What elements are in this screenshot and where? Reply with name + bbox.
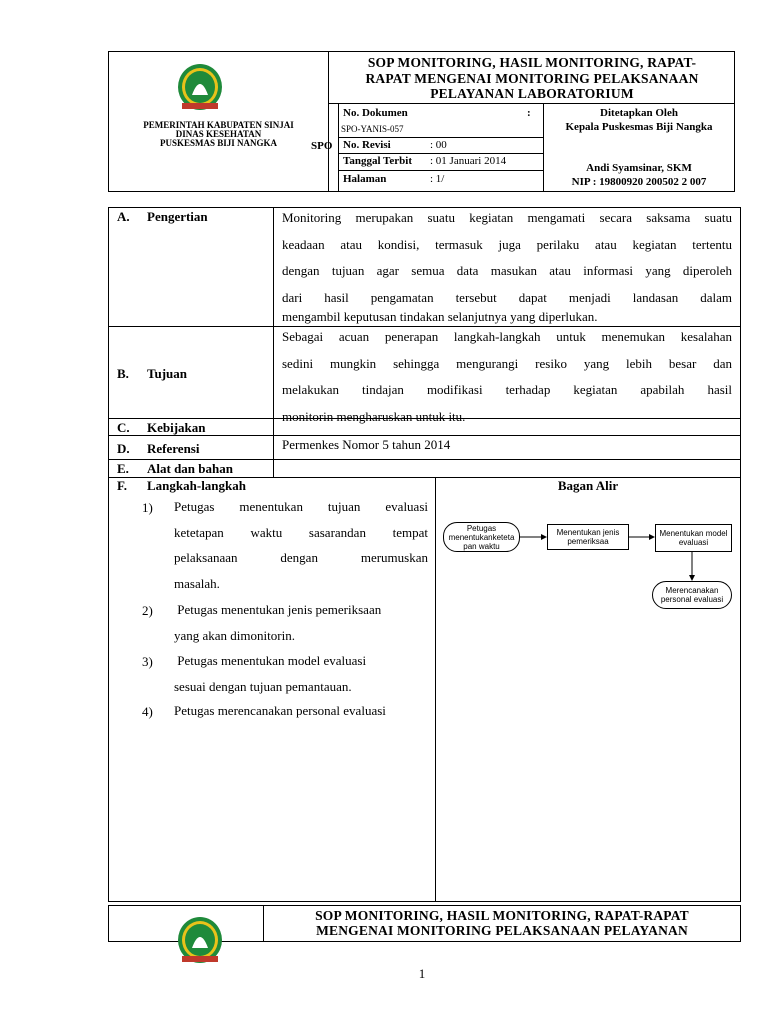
step-line: Petugas menentukan jenis pemeriksaan [174, 602, 382, 617]
flow-box-step2: Menentukan jenis pemeriksaa [547, 524, 629, 550]
step-number: 4) [142, 704, 153, 719]
flow-title: Bagan Alir [557, 478, 619, 493]
section-b-text [282, 324, 732, 430]
step-line: Petugas merencanakan personal evaluasi [174, 703, 386, 718]
spo-label: SPO [311, 140, 333, 152]
rev-label: No. Revisi [343, 139, 391, 151]
section-a-line: dengan tujuan agar semua data masukan atau informasi yang diperoleh [282, 263, 732, 278]
flow-box-step3: Menentukan model evaluasi [655, 524, 732, 552]
section-b-line: Sebagai acuan penerapan langkah-langkah untuk menemukan kesalahan [282, 329, 732, 344]
doc-no-colon: : [527, 107, 531, 119]
spo-divider [338, 103, 339, 192]
section-c-label: C. [117, 420, 130, 435]
footer-title-line2: MENGENAI MONITORING PELAKSANAAN PELAYANAN [316, 923, 688, 938]
doc-no-label: No. Dokumen [343, 107, 408, 119]
step-text [174, 494, 428, 596]
step-number: 3) [142, 654, 153, 669]
step-line: Petugas menentukan model evaluasi [174, 653, 367, 668]
step-number: 2) [142, 603, 153, 618]
section-b-line: melakukan tindajan modifikasi terhadap kegiatan apabilah hasil [282, 382, 732, 397]
date-label: Tanggal Terbit [343, 155, 412, 167]
step-number: 1) [142, 500, 153, 515]
docinfo-rule2 [338, 153, 543, 154]
page-value: : 1/ [430, 173, 445, 185]
section-a-title: Pengertian [147, 209, 208, 224]
section-b-line: monitorin mengharuskan untuk itu. [282, 408, 466, 424]
signer-nip: NIP : 19800920 200502 2 007 [571, 176, 707, 188]
section-e-label: E. [117, 461, 129, 476]
flow-box-end: Merencanakan personal evaluasi [652, 581, 732, 609]
section-d-value: Permenkes Nomor 5 tahun 2014 [282, 437, 451, 452]
section-b-title: Tujuan [147, 366, 187, 381]
body-col-divider [273, 207, 274, 477]
section-b-line: sedini mungkin sehingga mengurangi resiko yang lebih besar dan [282, 355, 732, 371]
org-name-line2: DINAS KESEHATAN [175, 129, 262, 139]
section-d-title: Referensi [147, 441, 200, 456]
header-divider [329, 103, 735, 104]
section-f-label: F. [117, 478, 127, 493]
section-d-label: D. [117, 441, 130, 456]
section-b-label: B. [117, 366, 129, 381]
section-a-label: A. [117, 209, 130, 224]
doc-no-value: SPO-YANIS-057 [341, 124, 404, 134]
page-number: 1 [418, 966, 426, 981]
row-rule-d [108, 459, 741, 460]
kabupaten-logo [176, 63, 224, 113]
docinfo-rule1 [338, 137, 543, 138]
step-line: pelaksanaan dengan merumuskan [174, 550, 428, 565]
flow-box-start: Petugas menentukanketeta pan waktu [443, 522, 520, 552]
step-text [174, 648, 434, 699]
approved-by-line1: Ditetapkan Oleh [600, 107, 678, 119]
section-a-text [282, 205, 732, 323]
org-name-line3: PUSKESMAS BIJI NANGKA [159, 138, 278, 148]
kabupaten-logo-footer [176, 916, 224, 966]
section-e-title: Alat dan bahan [147, 461, 233, 476]
step-line: Petugas menentukan tujuan evaluasi [174, 499, 428, 514]
header-title-line2: RAPAT MENGENAI MONITORING PELAKSANAAN [365, 71, 699, 86]
docinfo-rule3 [338, 170, 543, 171]
date-value: : 01 Januari 2014 [430, 155, 507, 167]
approved-by-line2: Kepala Puskesmas Biji Nangka [565, 121, 713, 133]
step-line: ketetapan waktu sasarandan tempat [174, 524, 428, 540]
flow-arrows [435, 500, 741, 620]
rev-value: : 00 [430, 139, 447, 151]
page-label: Halaman [343, 173, 387, 185]
section-f-title: Langkah-langkah [147, 478, 246, 493]
step-line: masalah. [174, 575, 220, 591]
step-line: yang akan dimonitorin. [174, 627, 295, 643]
header-title-line1: SOP MONITORING, HASIL MONITORING, RAPAT- [367, 55, 697, 70]
org-name-line1: PEMERINTAH KABUPATEN SINJAI [143, 120, 294, 130]
step-text [174, 698, 434, 724]
footer-title-line1: SOP MONITORING, HASIL MONITORING, RAPAT-RAPAT [315, 908, 689, 923]
header-title-line3: PELAYANAN LABORATORIUM [430, 86, 634, 101]
step-text [174, 597, 434, 648]
signer-name: Andi Syamsinar, SKM [586, 162, 692, 174]
section-a-line: Monitoring merupakan suatu kegiatan mengamati secara saksama suatu [282, 210, 732, 225]
section-a-line: mengambil keputusan tindakan selanjutnya yang diperlukan. [282, 309, 598, 324]
section-a-line: keadaan atau kondisi, termasuk juga perilaku atau kegiatan tertentu [282, 236, 732, 252]
section-a-line: dari hasil pengamatan tersebut dapat menjadi landasan dalam [282, 289, 732, 305]
section-c-title: Kebijakan [147, 420, 206, 435]
step-line: sesuai dengan tujuan pemantauan. [174, 678, 352, 694]
